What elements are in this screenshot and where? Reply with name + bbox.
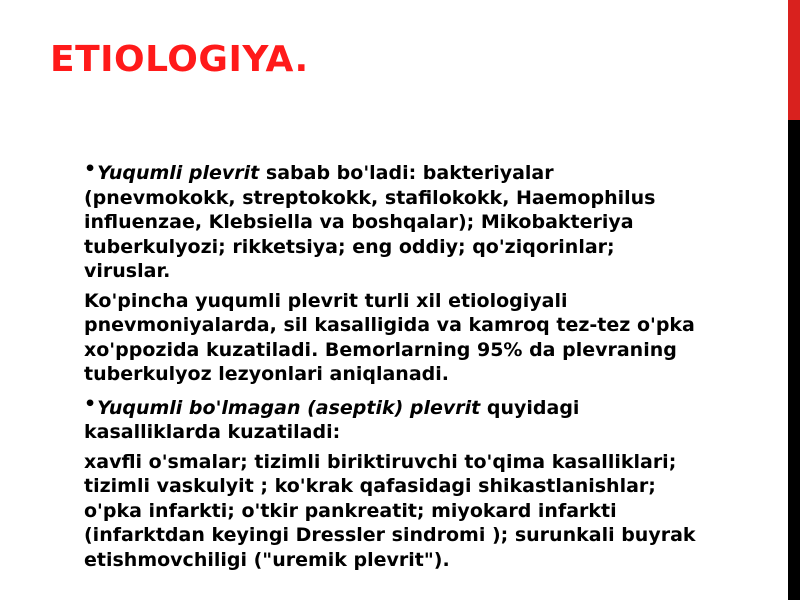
paragraph-infectious-frequency xyxy=(84,289,704,387)
term-infectious-pleuritis: Yuqumli plevrit xyxy=(97,162,260,184)
accent-bar-bottom xyxy=(788,120,800,600)
paragraph-infectious-causes xyxy=(84,157,704,284)
paragraph-aseptic-intro xyxy=(84,392,704,445)
accent-bar-top xyxy=(788,0,800,120)
bullet-icon: • xyxy=(84,392,97,415)
term-aseptic-pleuritis: Yuqumli bo'lmagan (aseptik) plevrit xyxy=(97,396,481,419)
paragraph-text: xavfli o'smalar; tizimli biriktiruvchi to'qima kasalliklari; tizimli vaskulyit ; ko'krak qafasidagi shikastlanishlar; o'pka infarkti; o'tkir pankreatit; miyokard infarkti (infarktdan keyingi Dressler sindromi ); surunkali buyrak etishmovchiligi ("uremik plevrit"). xyxy=(84,450,696,571)
paragraph-text: sabab bo'ladi: bakteriyalar (pnevmokokk, streptokokk, stafilokokk, Haemophilus influenzae, Klebsiella va boshqalar); Mikobakteriya tuberkulyozi; rikketsiya; eng oddiy; qo'ziqorinlar; viruslar. xyxy=(84,162,656,282)
paragraph-text: Ko'pincha yuqumli plevrit turli xil etiologiyali pnevmoniyalarda, sil kasalligida va kamroq tez-tez o'pka xo'ppozida kuzatiladi. Bemorlarning 95% da plevraning tuberkulyoz lezyonlari aniqlanadi. xyxy=(84,289,695,385)
bullet-icon: • xyxy=(84,158,97,180)
page-title: ETIOLOGIYA. xyxy=(50,39,309,80)
slide-body xyxy=(84,157,704,577)
paragraph-aseptic-causes xyxy=(84,450,704,573)
paragraph-text: quyidagi kasalliklarda kuzatiladi: xyxy=(84,396,580,443)
